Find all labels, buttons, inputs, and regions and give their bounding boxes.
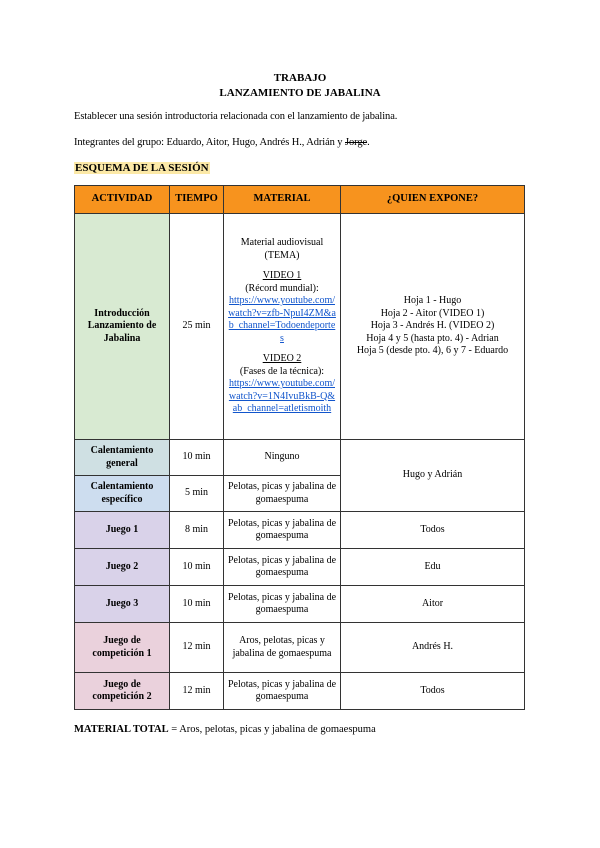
presenter-line: Hoja 4 y 5 (hasta pto. 4) - Adrian	[366, 332, 499, 344]
material-cell: Pelotas, picas y jabalina de gomaespuma	[224, 476, 341, 512]
presenter-line: Hoja 2 - Aitor (VIDEO 1)	[380, 307, 485, 319]
table-row	[75, 440, 525, 476]
material-total-label: MATERIAL TOTAL	[74, 724, 169, 735]
header-activity: ACTIVIDAD	[75, 186, 170, 214]
session-table	[74, 185, 525, 710]
activity-cell: Juego 1	[75, 512, 170, 549]
time-cell: 12 min	[170, 673, 224, 710]
document-subtitle: LANZAMIENTO DE JABALINA	[219, 87, 381, 99]
time-cell: 12 min	[170, 623, 224, 673]
video2-label: VIDEO 2	[262, 353, 302, 365]
video1-desc: (Récord mundial):	[245, 282, 319, 294]
table-row	[75, 549, 525, 586]
activity-cell: Calentamiento general	[75, 440, 170, 476]
material-cell: Pelotas, picas y jabalina de gomaespuma	[224, 586, 341, 623]
header-material: MATERIAL	[224, 186, 341, 214]
material-cell: Pelotas, picas y jabalina de gomaespuma	[224, 673, 341, 710]
members-prefix: Integrantes del grupo: Eduardo, Aitor, Hugo, Andrés H., Adrián y	[74, 137, 345, 148]
activity-cell: Calentamiento específico	[75, 476, 170, 512]
presenter-cell	[341, 214, 525, 440]
table-row	[75, 586, 525, 623]
table-row	[75, 673, 525, 710]
material-cell: Pelotas, picas y jabalina de gomaespuma	[224, 549, 341, 586]
material-total-text: = Aros, pelotas, picas y jabalina de gomaespuma	[168, 724, 376, 735]
presenter-cell: Aitor	[341, 586, 525, 623]
members-suffix: .	[367, 137, 370, 148]
presenter-cell: Todos	[341, 512, 525, 549]
time-cell: 10 min	[170, 549, 224, 586]
time-cell: 10 min	[170, 586, 224, 623]
video1-label: VIDEO 1	[262, 270, 302, 282]
material-cell: Pelotas, picas y jabalina de gomaespuma	[224, 512, 341, 549]
video1-link[interactable]: https://www.youtube.com/watch?v=zfb-NpuI4ZM&ab_channel=Todoendeportes	[228, 295, 336, 344]
presenter-cell: Hugo y Adrián	[341, 440, 525, 512]
activity-cell: Juego de competición 1	[75, 623, 170, 673]
presenter-line: Hoja 5 (desde pto. 4), 6 y 7 - Eduardo	[356, 345, 509, 357]
objective-text: Establecer una sesión introductoria relacionada con el lanzamiento de jabalina.	[74, 111, 398, 122]
time-cell: 5 min	[170, 476, 224, 512]
document-title: TRABAJO	[273, 72, 327, 84]
presenter-cell: Todos	[341, 673, 525, 710]
header-time: TIEMPO	[170, 186, 224, 214]
presenter-cell: Andrés H.	[341, 623, 525, 673]
material-cell: Ninguno	[224, 440, 341, 476]
table-row-intro	[75, 214, 525, 440]
table-row	[75, 623, 525, 673]
time-cell: 10 min	[170, 440, 224, 476]
presenter-line: Hoja 3 - Andrés H. (VIDEO 2)	[370, 320, 495, 332]
presenter-cell: Edu	[341, 549, 525, 586]
activity-cell: Juego 2	[75, 549, 170, 586]
time-cell: 25 min	[170, 214, 224, 440]
members-struck: Jorge	[345, 137, 368, 148]
activity-cell: Juego 3	[75, 586, 170, 623]
material-title: Material audiovisual (TEMA)	[240, 237, 324, 261]
section-title: ESQUEMA DE LA SESIÓN	[75, 162, 209, 174]
material-cell: Aros, pelotas, picas y jabalina de gomaespuma	[224, 623, 341, 673]
presenter-line: Hoja 1 - Hugo	[403, 295, 462, 307]
time-cell: 8 min	[170, 512, 224, 549]
video2-link[interactable]: https://www.youtube.com/watch?v=1N4IvuBkB-Q&ab_channel=atletismoith	[228, 378, 336, 415]
members-text	[74, 137, 370, 148]
activity-cell: Juego de competición 2	[75, 673, 170, 710]
table-header-row	[75, 186, 525, 214]
material-total	[74, 724, 376, 735]
video2-desc: (Fases de la técnica):	[239, 365, 325, 377]
table-row	[75, 512, 525, 549]
activity-cell: Introducción Lanzamiento de Jabalina	[75, 214, 170, 440]
material-cell	[224, 214, 341, 440]
header-presenter: ¿QUIEN EXPONE?	[341, 186, 525, 214]
